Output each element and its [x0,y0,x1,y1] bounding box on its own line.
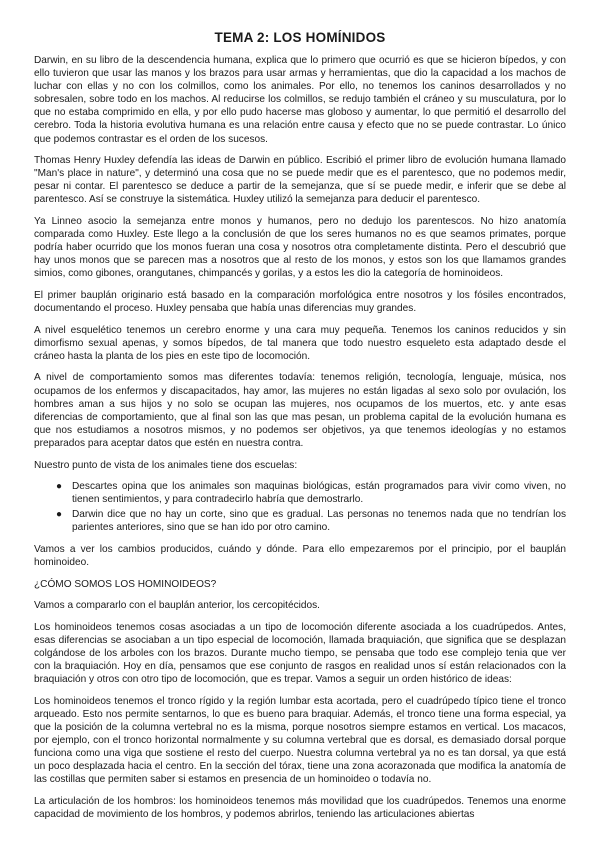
document-page [34,30,566,842]
bullet-icon: ● [56,481,63,493]
paragraph-schools-intro: Nuestro punto de vista de los animales tiene dos escuelas: [34,459,298,471]
paragraph-locomotion: Los hominoideos tenemos cosas asociadas a un tipo de locomoción diferente asociada a los cuadrúpedos. Antes, esas diferencias se asociaban a un tipo especial de locomoción, llamada braquiación, que significa que se desplazan colgándose de los arboles con los brazos. Durante mucho tiempo, se pensaba que todo ese complejo tenia que ver con la braquiación. Hoy en día, pensamos que ese conjunto de rasgos en realidad unos sí están relacionados con la braquiación y otros con otro tipo de locomoción, que es trepar. Vamos a seguir un orden histórico de ideas: [34,621,566,686]
paragraph-linneo: Ya Linneo asocio la semejanza entre monos y humanos, pero no dedujo los parentescos. No hizo anatomía comparada como Huxley. Este llego a la conclusión de que los seres humanos no es que seamos primates, porque podría haber ocurrido que los monos fueran una cosa y nosotros otra completamente distinta. Pero el descubrió que hay unos monos que se parecen mas a nosotros que al resto de los monos, y estos son los que llamamos grandes simios, como gibones, orangutanes, chimpancés y gorilas, y a estos les dio la categoría de hominoideos. [34,216,566,280]
list-item-darwin [56,508,566,534]
paragraph-behavior-level: A nivel de comportamiento somos mas diferentes todavía: tenemos religión, tecnología, lenguaje, música, nos ocupamos de los enfermos y discapacitados, hay amor, las mujeres no están ligadas al sexo solo por ovulación, los hombres aman a sus hijos y no solo se ocupan las mujeres, nos ocupamos de los muertos, etc. y ante esas diferencias de comportamiento, que al final son las que mas pesan, un problema capital de la evolución humana es que nos estudiamos a nosotros mismos, y no podemos ser objetivos, ya que tenemos ideologías y no estamos preparados para aceptar datos que estén en nuestra contra. [34,372,566,449]
list-item-text: Descartes opina que los animales son maquinas biológicas, están programados para vivir como viven, no tienen sentimientos, y para contradecirlo habría que demostrarlo. [72,481,566,506]
bullet-icon: ● [56,509,63,521]
paragraph-compare-cercopithecids: Vamos a compararlo con el bauplán anterior, los cercopitécidos. [34,600,320,612]
paragraph-trunk: Los hominoideos tenemos el tronco rígido y la región lumbar esta acortada, pero el cuadrúpedo típico tiene el tronco arqueado. Esto nos permite sentarnos, lo que es bueno para braquiar. Además, el tronco tiene una forma especial, ya que la posición de la columna vertebral no es la misma, porque nosotros siempre estamos en vertical. Los macacos, por ejemplo, con el tronco horizontal normalmente y su columna vertebral que es dorsal, es demasiado dorsal porque funciona como una viga que sostiene el resto del cuerpo. Nuestra columna vertebral ya no es tan dorsal, ya que está un poco desplazada hacia el centro. En la sección del tórax, tiene una zona acorazonada que modifica la anatomía de las costillas que permiten saber si estamos en presencia de un hominoideo o todavía no. [34,695,566,786]
schools-list [34,480,566,534]
paragraph-bauplan: El primer bauplán originario está basado en la comparación morfológica entre nosotros y los fósiles encontrados, documentando el proceso. Huxley pensaba que había unas diferencias muy grandes. [34,290,566,315]
list-item-text: Darwin dice que no hay un corte, sino que es gradual. Las personas no tenemos nada que no tendrían los parientes anteriores, sino que se han ido por otro camino. [72,509,566,534]
list-item-descartes [56,480,566,506]
paragraph-skeletal-level: A nivel esquelético tenemos un cerebro enorme y una cara muy pequeña. Tenemos los caninos reducidos y sin dimorfismo sexual apenas, y somos bípedos, de tal manera que todo nuestro esqueleto esta adaptado desde el cráneo hasta la planta de los pies en este tipo de locomoción. [34,324,566,362]
paragraph-darwin-bipedalism: Darwin, en su libro de la descendencia humana, explica que lo primero que ocurrió es que se hicieron bípedos, y con ello tuvieron que usar las manos y los brazos para usar armas y herramientas, que dio la capacidad a los machos de luchar con ellas y no con los colmillos, como los animales. Por ello, no tenemos los caninos desarrollados y no sobresalen, sobre todo en los machos. Al reducirse los colmillos, se redujo también el cráneo y su musculatura, por lo que no estaba comprimido en ella, y por ello pudo hacerse mas globoso y aumentar, lo que permitió el desarrollo del cerebro. Toda la historia evolutiva humana es una relación entre causa y efecto que no se puede contrastar. Lo único que podemos contrastar es el orden de los sucesos. [34,55,566,145]
section-heading-hominoids: ¿CÓMO SOMOS LOS HOMINOIDEOS? [34,578,217,590]
paragraph-changes-intro: Vamos a ver los cambios producidos, cuándo y dónde. Para ello empezaremos por el principio, por el bauplán hominoideo. [34,544,566,569]
paragraph-huxley: Thomas Henry Huxley defendía las ideas de Darwin en público. Escribió el primer libro de evolución humana llamado "Man's place in nature", y determinó una cosa que no se puede medir que es el parentesco, que no podemos medir, pesar ni contar. El parentesco se deduce a partir de la semejanza, que sí se puede medir, e inferir que se debe al parentesco. Así se construye la sistemática. Huxley utilizó la semejanza para deducir el parentesco. [34,155,566,206]
page-title: TEMA 2: LOS HOMÍNIDOS [214,30,386,45]
paragraph-shoulders: La articulación de los hombros: los hominoideos tenemos más movilidad que los cuadrúpedos. Tenemos una enorme capacidad de movimiento de los hombros, y podemos abrirlos, teniendo las articulaciones abiertas [34,796,566,821]
